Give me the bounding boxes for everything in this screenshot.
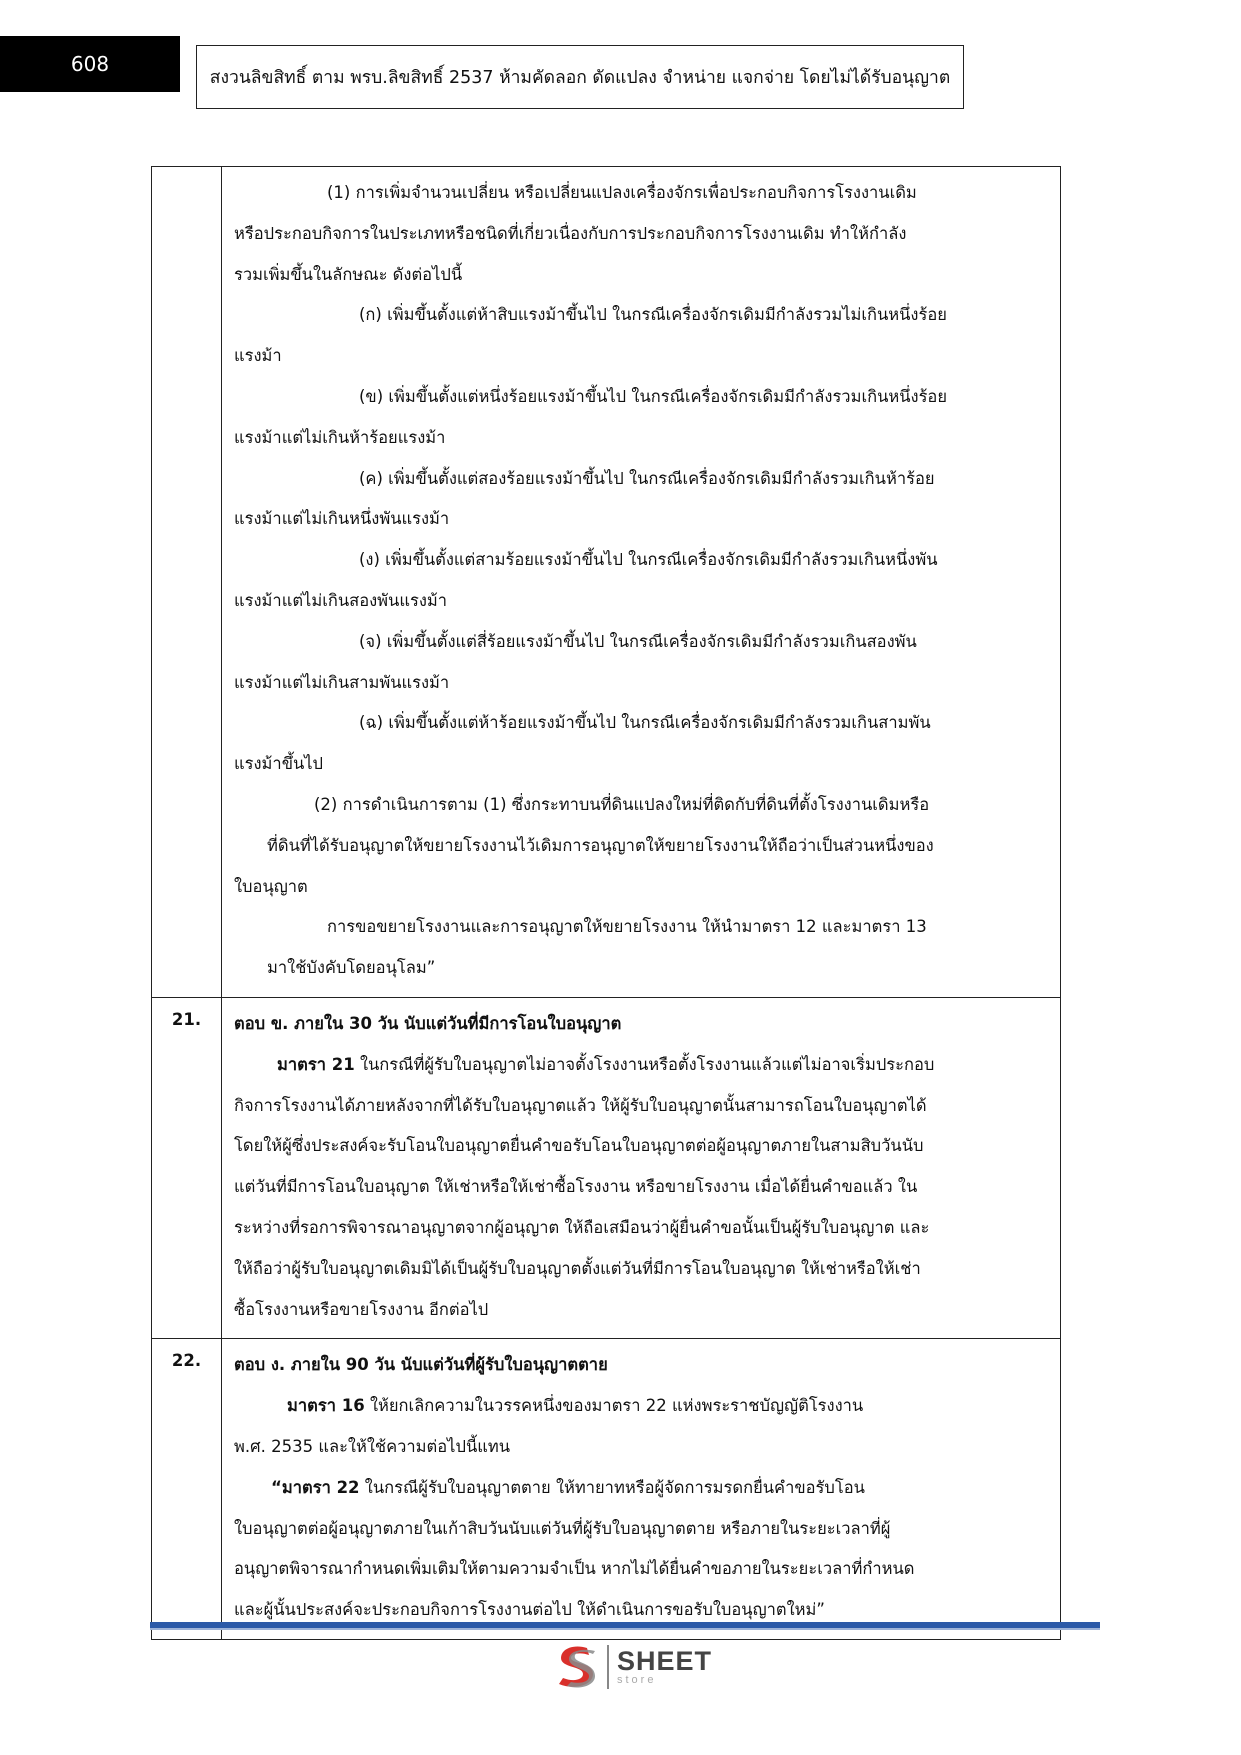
page-number: 608 [0,36,180,92]
text-line: ใบอนุญาต [234,876,308,896]
text-line: หรือประกอบกิจการในประเภทหรือชนิดที่เกี่ยวเนื่องกับการประกอบกิจการโรงงานเดิม ทำให้กำลัง [234,223,907,243]
copyright-header-text: สงวนลิขสิทธิ์ ตาม พรบ.ลิขสิทธิ์ 2537 ห้ามคัดลอก ดัดแปลง จำหน่าย แจกจ่าย โดยไม่ได้รับอนุญาต [209,68,951,88]
text-line: (2) การดำเนินการตาม (1) ซึ่งกระทาบนที่ดินแปลงใหม่ที่ติดกับที่ดินที่ตั้งโรงงานเดิมหรือ [314,794,930,814]
text-line: (ง) เพิ่มขึ้นตั้งแต่สามร้อยแรงม้าขึ้นไป ในกรณีเครื่องจักรเดิมมีกำลังรวมเกินหนึ่งพัน [359,550,938,570]
text-line: กิจการโรงงานได้ภายหลังจากที่ได้รับใบอนุญาตแล้ว ให้ผู้รับใบอนุญาตนั้นสามารถโอนใบอนุญาตได้ [234,1095,927,1115]
text-line [234,1045,1048,1086]
section-text: ให้ยกเลิกความในวรรคหนึ่งของมาตรา 22 แห่งพระราชบัญญัติโรงงาน [364,1396,864,1416]
text-line: ใบอนุญาตต่อผู้อนุญาตภายในเก้าสิบวันนับแต่วันที่ผู้รับใบอนุญาตตาย หรือภายในระยะเวลาที่ผู้ [234,1518,891,1538]
answer-line: ตอบ ข. ภายใน 30 วัน นับแต่วันที่มีการโอนใบอนุญาต [234,1013,622,1033]
question-number: 21. [152,997,222,1338]
text-line: ให้ถือว่าผู้รับใบอนุญาตเดิมมิได้เป็นผู้รับใบอนุญาตตั้งแต่วันที่มีการโอนใบอนุญาต ให้เช่าหรือให้เช่า [234,1258,921,1278]
text-line: แรงม้าแต่ไม่เกินสามพันแรงม้า [234,672,450,692]
text-line: แรงม้าขึ้นไป [234,754,324,774]
section-text: ในกรณีที่ผู้รับใบอนุญาตไม่อาจตั้งโรงงานหรือตั้งโรงงานแล้วแต่ไม่อาจเริ่มประกอบ [354,1054,935,1074]
text-line: (ก) เพิ่มขึ้นตั้งแต่ห้าสิบแรงม้าขึ้นไป ในกรณีเครื่องจักรเดิมมีกำลังรวมไม่เกินหนึ่งร้อย [359,305,947,325]
text-line: และผู้นั้นประสงค์จะประกอบกิจการโรงงานต่อไป ให้ดำเนินการขอรับใบอนุญาตใหม่” [234,1600,825,1620]
table-row-q22 [152,1339,1061,1640]
text-line: แต่วันที่มีการโอนใบอนุญาต ให้เช่าหรือให้เช่าซื้อโรงงาน หรือขายโรงงาน เมื่อได้ยื่นคำขอแล้ว ใน [234,1177,918,1197]
question-number-cell [152,167,222,998]
text-line: มาใช้บังคับโดยอนุโลม” [267,958,436,978]
section-text: ในกรณีผู้รับใบอนุญาตตาย ให้ทายาทหรือผู้จัดการมรดกยื่นคำขอรับโอน [359,1477,865,1497]
logo-divider [607,1645,609,1689]
text-line: แรงม้า [234,346,282,366]
text-line: พ.ศ. 2535 และให้ใช้ความต่อไปนี้แทน [234,1436,511,1456]
copyright-header [196,45,964,109]
text-line: ระหว่างที่รอการพิจารณาอนุญาตจากผู้อนุญาต ให้ถือเสมือนว่าผู้ยื่นคำขอนั้นเป็นผู้รับใบอนุญาต และ [234,1217,930,1237]
text-line: รวมเพิ่มขึ้นในลักษณะ ดังต่อไปนี้ [234,264,463,284]
section-label: มาตรา 21 [277,1054,355,1074]
question-number: 22. [152,1339,222,1640]
answer-line: ตอบ ง. ภายใน 90 วัน นับแต่วันที่ผู้รับใบอนุญาตตาย [234,1355,608,1375]
answer-cell-q21 [222,997,1061,1338]
answer-cell-continuation [222,167,1061,998]
text-line: ซื้อโรงงานหรือขายโรงงาน อีกต่อไป [234,1299,489,1319]
table-row-q21 [152,997,1061,1338]
table-row-continuation [152,167,1061,998]
text-line: (จ) เพิ่มขึ้นตั้งแต่สี่ร้อยแรงม้าขึ้นไป ในกรณีเครื่องจักรเดิมมีกำลังรวมเกินสองพัน [359,631,917,651]
section-label: มาตรา 16 [287,1396,365,1416]
text-line: โดยให้ผู้ซึ่งประสงค์จะรับโอนใบอนุญาตยื่นคำขอรับโอนใบอนุญาตต่อผู้อนุญาตภายในสามสิบวันนับ [234,1136,924,1156]
text-line: แรงม้าแต่ไม่เกินหนึ่งพันแรงม้า [234,509,450,529]
logo-wordmark [617,1648,712,1686]
text-line: (ค) เพิ่มขึ้นตั้งแต่สองร้อยแรงม้าขึ้นไป ในกรณีเครื่องจักรเดิมมีกำลังรวมเกินห้าร้อย [359,468,935,488]
text-line: ที่ดินที่ได้รับอนุญาตให้ขยายโรงงานไว้เดิมการอนุญาตให้ขยายโรงงานให้ถือว่าเป็นส่วนหนึ่งของ [267,835,934,855]
text-line [234,1468,1048,1509]
sheet-store-logo [553,1642,712,1692]
text-line: (ฉ) เพิ่มขึ้นตั้งแต่ห้าร้อยแรงม้าขึ้นไป ในกรณีเครื่องจักรเดิมมีกำลังรวมเกินสามพัน [359,713,931,733]
sheet-store-logo-icon [553,1642,601,1692]
text-line: การขอขยายโรงงานและการอนุญาตให้ขยายโรงงาน ให้นำมาตรา 12 และมาตรา 13 [327,917,927,937]
text-line: (ข) เพิ่มขึ้นตั้งแต่หนึ่งร้อยแรงม้าขึ้นไป ในกรณีเครื่องจักรเดิมมีกำลังรวมเกินหนึ่งร้อย [359,386,948,406]
logo-brand-sub: store [617,1674,657,1686]
text-line: (1) การเพิ่มจำนวนเปลี่ยน หรือเปลี่ยนแปลงเครื่องจักรเพื่อประกอบกิจการโรงงานเดิม [327,183,917,202]
logo-brand: SHEET [617,1646,713,1676]
text-line: อนุญาตพิจารณากำหนดเพิ่มเติมให้ตามความจำเป็น หากไม่ได้ยื่นคำขอภายในระยะเวลาที่กำหนด [234,1559,915,1579]
text-line: แรงม้าแต่ไม่เกินห้าร้อยแรงม้า [234,427,446,447]
answer-cell-q22 [222,1339,1061,1640]
text-line: แรงม้าแต่ไม่เกินสองพันแรงม้า [234,590,448,610]
text-line [234,1386,1048,1427]
answer-table [151,166,1061,1640]
footer-rule-shadow [150,1628,1100,1630]
section-label: “มาตรา 22 [271,1477,360,1497]
